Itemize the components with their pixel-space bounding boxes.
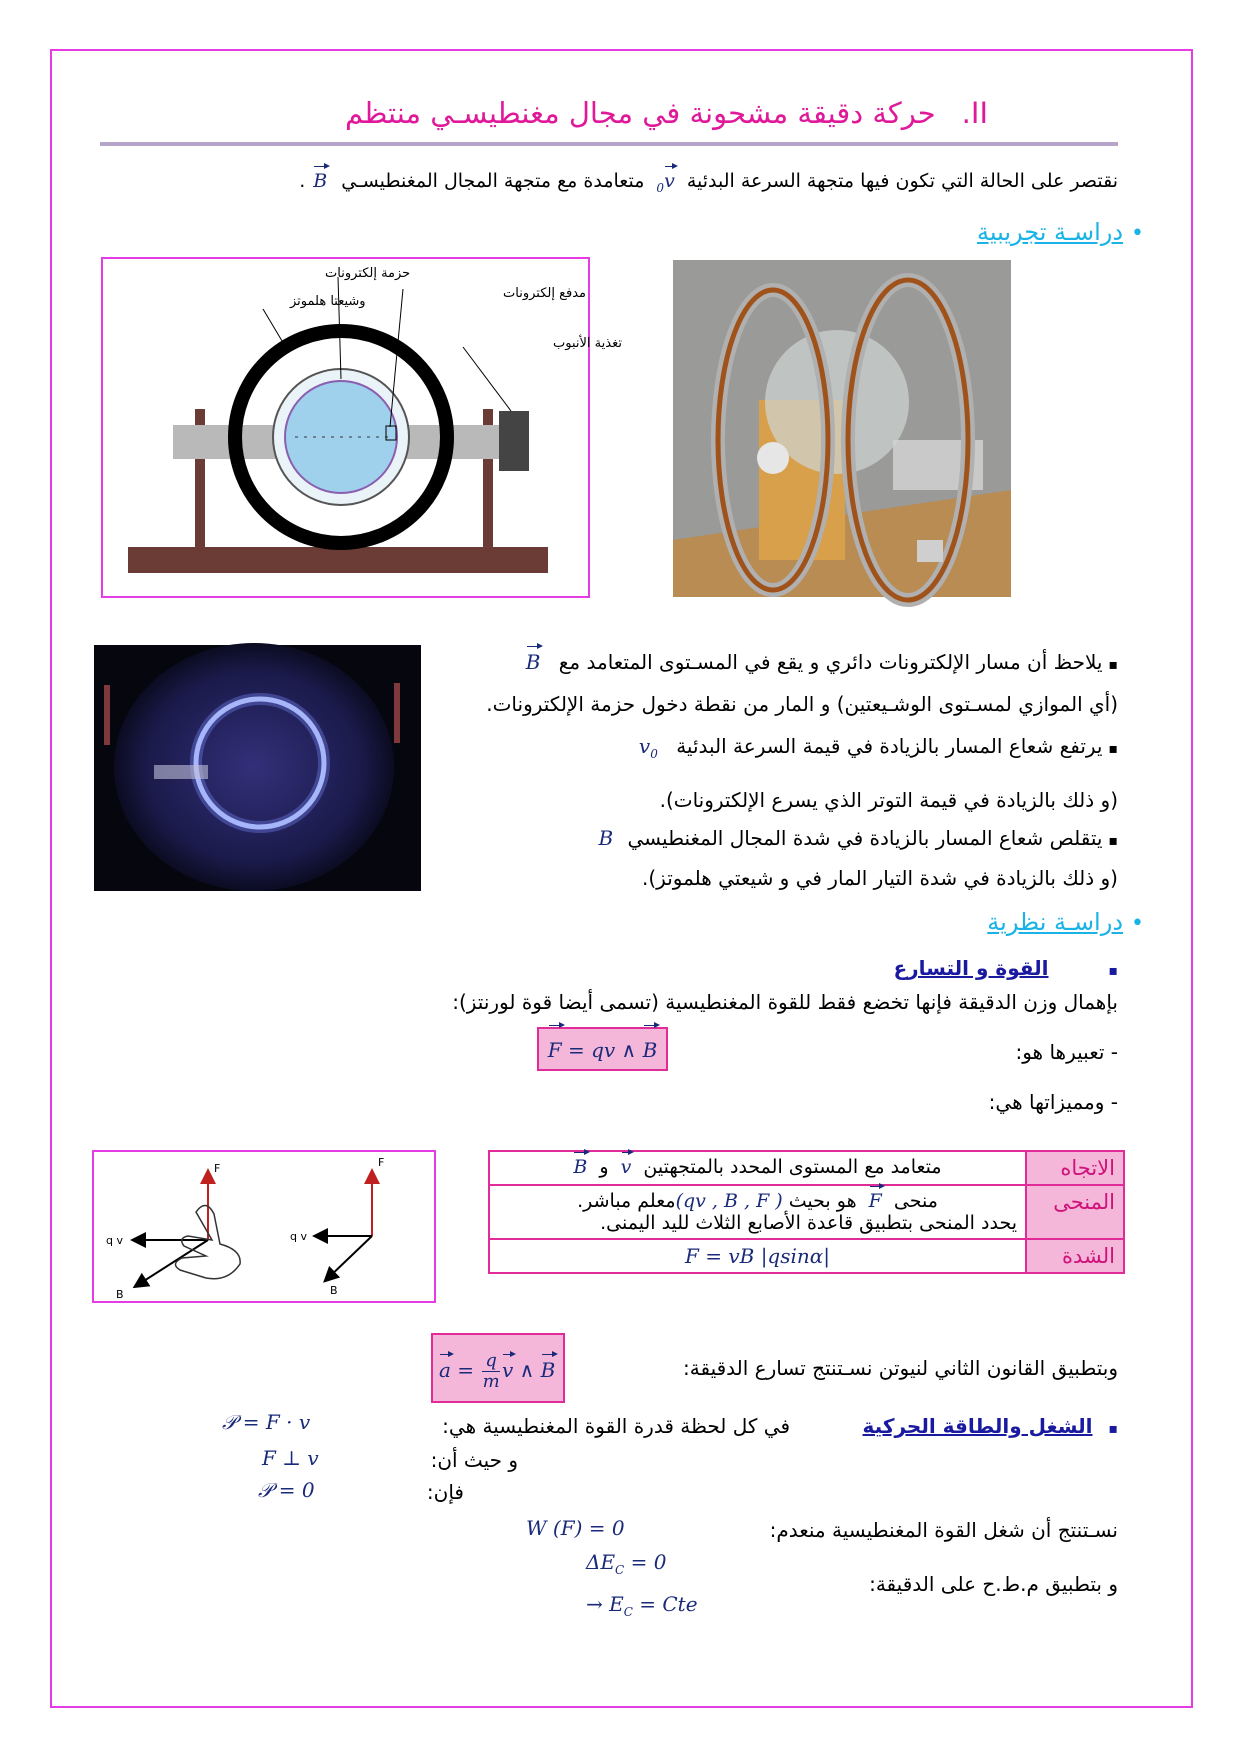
section-title-text: حركة دقيقة مشحونة في مجال مغنطيسـي منتظم	[344, 96, 936, 130]
heading-experimental: •دراسـة تجريبية	[976, 218, 1144, 246]
observation-text-3: يرتفع شعاع المسار بالزيادة في قيمة السرعة البدئية	[676, 734, 1103, 758]
obs-B-magnitude: B	[598, 826, 614, 850]
label-helmholtz-coils: وشيعتا هلموتز	[290, 294, 366, 309]
observation-line-2: (أي الموازي لمسـتوى الوشـيعتين) و المار من نقطة دخول حزمة الإلكترونات.	[486, 692, 1118, 716]
label-electron-gun: مدفع إلكترونات	[503, 286, 586, 301]
row-head-magnitude: الشدة	[1026, 1239, 1124, 1273]
acceleration-text: وبتطبيق القانون الثاني لنيوتن نسـتنتج تسارع الدقيقة:	[682, 1356, 1118, 1380]
observation-line-6: (و ذلك بالزيادة في شدة التيار المار في و شيعتي هلموتز).	[642, 866, 1118, 890]
work-subtitle-row: ▪الشغل والطاقة الحركية	[862, 1414, 1118, 1438]
hand-label-B-left: B	[116, 1288, 124, 1301]
force-expression-label: - تعبيرها هو:	[1015, 1040, 1118, 1064]
work-line-5: و بتطبيق م.ط.ح على الدقيقة:	[869, 1572, 1118, 1596]
observation-line-4: (و ذلك بالزيادة في قيمة التوتر الذي يسرع الإلكترونات).	[659, 788, 1118, 812]
pointer-coils	[263, 309, 288, 351]
force-properties-table	[488, 1150, 1125, 1274]
force-characteristics-label: - ومميزاتها هي:	[988, 1090, 1118, 1114]
heading-theoretical: •دراسـة نظرية	[987, 908, 1144, 936]
circular-trajectory-svg	[94, 645, 421, 891]
title-underline	[100, 142, 1118, 146]
hand-label-F-right: F	[378, 1156, 385, 1169]
observation-line-3: ▪يرتفع شعاع المسار بالزيادة في قيمة السرعة البدئية $v_0$	[638, 734, 1118, 761]
work-line-3: فإن:	[426, 1480, 464, 1504]
row-head-sense: المنحى	[1026, 1185, 1124, 1239]
heading-theoretical-text: دراسـة نظرية	[987, 908, 1124, 936]
perpendicular-formula: F ⊥ v	[262, 1446, 319, 1470]
apparatus-diagram-svg	[103, 259, 622, 596]
observation-text-5: يتقلص شعاع المسار بالزيادة في شدة المجال المغنطيسي	[627, 826, 1103, 850]
work-line-1: في كل لحظة قدرة القوة المغنطيسية هي:	[442, 1414, 790, 1438]
right-hand-rule-diagram	[92, 1150, 436, 1303]
intro-period: .	[299, 170, 306, 192]
circular-trajectory-photo	[94, 645, 421, 891]
apparatus-diagram	[101, 257, 622, 598]
force-subtitle: القوة و التسارع	[893, 956, 1049, 980]
heading-experimental-text: دراسـة تجريبية	[976, 218, 1124, 246]
row-body-direction: متعامد مع المستوى المحدد بالمتجهتين v و B	[489, 1151, 1026, 1185]
hand-label-B-right: B	[330, 1284, 338, 1297]
row-body-sense: منحى F هو بحيث (qv , B , F )معلم مباشر. يحدد المنحى بتطبيق قاعدة الأصابع الثلاث لليد اليمنى.	[489, 1185, 1026, 1239]
acceleration-formula: a = $\frac{q}{m}$ v ∧ B	[439, 1350, 556, 1392]
row-head-direction: الاتجاه	[1026, 1151, 1124, 1185]
hand-label-F-left: F	[214, 1162, 221, 1175]
intro-paragraph	[299, 170, 1118, 195]
power-formula: 𝒫 = F · v	[222, 1410, 311, 1434]
pointer-supply	[463, 347, 511, 411]
table-row-magnitude	[489, 1239, 1124, 1273]
power-zero-formula: 𝒫 = 0	[258, 1478, 315, 1502]
intro-text-b: متعامدة مع متجهة المجال المغنطيسـي	[341, 170, 645, 192]
row-body-magnitude: F = vB |qsinα|	[489, 1239, 1026, 1273]
hand-label-qv-right: q v	[290, 1230, 307, 1243]
right-hand-rule-svg	[94, 1152, 434, 1301]
obs-B-symbol: B	[525, 650, 541, 674]
properties-table	[488, 1150, 1125, 1274]
label-tube-supply: تغذية الأنبوب	[553, 336, 622, 351]
work-line-2: و حيث أن:	[430, 1448, 518, 1472]
apparatus-photo	[673, 260, 1011, 597]
table-row-direction	[489, 1151, 1124, 1185]
diagram-base	[128, 547, 548, 573]
acceleration-formula-box	[431, 1333, 565, 1403]
ec-constant-formula: → $E_C$ = Cte	[586, 1592, 698, 1619]
observation-text-1: يلاحظ أن مسار الإلكترونات دائري و يقع في المسـتوى المتعامد مع	[558, 650, 1103, 674]
hand-label-qv-left: q v	[106, 1234, 123, 1247]
apparatus-photo-svg	[673, 260, 1011, 597]
tube-supply-box	[499, 411, 529, 471]
force-subtitle-row: ▪القوة و التسارع	[893, 956, 1118, 980]
obs-v0-symbol: v	[638, 734, 651, 758]
force-intro: بإهمال وزن الدقيقة فإنها تخضع فقط للقوة المغنطيسية (تسمى أيضا قوة لورنتز):	[452, 990, 1118, 1014]
section-number: II.	[961, 96, 988, 130]
table-row-sense	[489, 1185, 1124, 1239]
work-line-4: نسـتنتج أن شغل القوة المغنطيسية منعدم:	[769, 1518, 1118, 1542]
intro-text-a: نقتصر على الحالة التي تكون فيها متجهة السرعة البدئية	[686, 170, 1118, 192]
work-subtitle: الشغل والطاقة الحركية	[862, 1414, 1093, 1438]
label-electron-beam: حزمة إلكترونات	[325, 266, 411, 281]
observation-line-1: ▪يلاحظ أن مسار الإلكترونات دائري و يقع في المسـتوى المتعامد مع B	[525, 650, 1118, 674]
lorentz-formula-box	[537, 1027, 668, 1071]
section-title	[345, 96, 988, 130]
delta-ec-formula: $\Delta E_C = 0$	[586, 1550, 667, 1577]
B-symbol: B	[313, 170, 328, 192]
observation-line-5: ▪يتقلص شعاع المسار بالزيادة في شدة المجال المغنطيسي B	[598, 826, 1118, 850]
work-zero-formula: W (F) = 0	[526, 1516, 625, 1540]
lorentz-formula: F = qv ∧ B	[539, 1029, 666, 1071]
v0-symbol: $v_0$	[656, 170, 675, 195]
